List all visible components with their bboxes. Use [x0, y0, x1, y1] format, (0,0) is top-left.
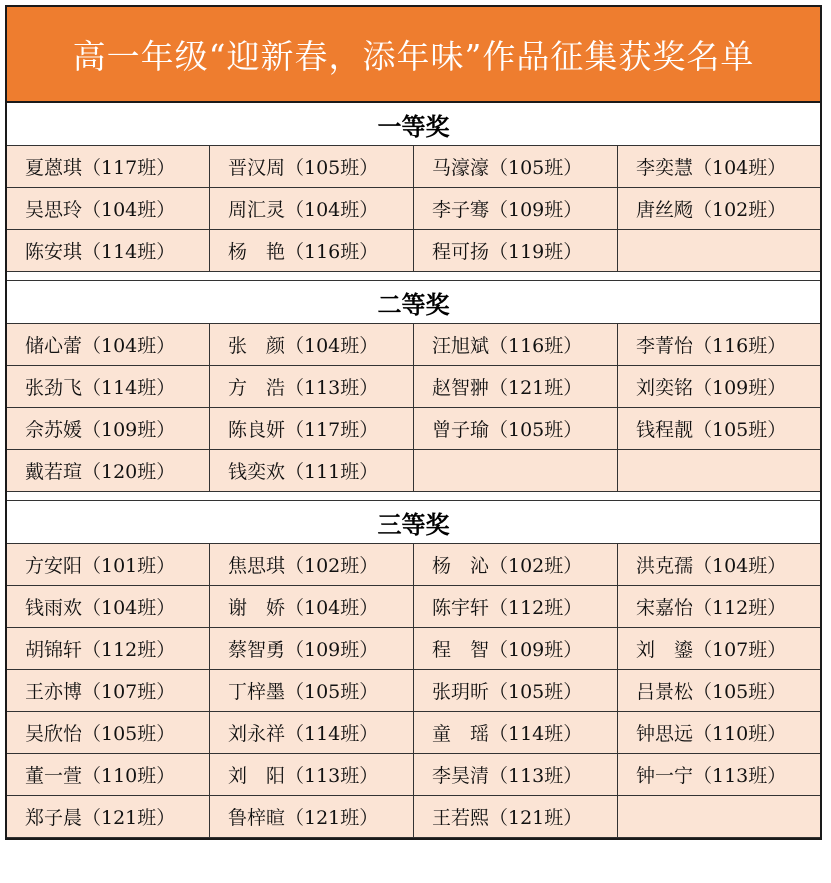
section-divider	[7, 492, 820, 501]
winner-cell: 刘奕铭（109班）	[618, 366, 820, 408]
winner-cell: 储心蕾（104班）	[7, 324, 210, 366]
winner-cell: 李奕慧（104班）	[618, 146, 820, 188]
winner-cell: 杨 沁（102班）	[414, 544, 618, 586]
winner-cell: 吴欣怡（105班）	[7, 712, 210, 754]
winner-cell: 郑子晨（121班）	[7, 796, 210, 838]
winner-cell: 吴思玲（104班）	[7, 188, 210, 230]
winner-cell: 谢 娇（104班）	[210, 586, 414, 628]
winner-cell: 周汇灵（104班）	[210, 188, 414, 230]
winner-cell: 唐丝飏（102班）	[618, 188, 820, 230]
winner-cell	[618, 796, 820, 838]
winner-cell: 董一萱（110班）	[7, 754, 210, 796]
winner-cell: 曾子瑜（105班）	[414, 408, 618, 450]
winner-cell: 蔡智勇（109班）	[210, 628, 414, 670]
winner-cell: 李菁怡（116班）	[618, 324, 820, 366]
winner-cell: 刘永祥（114班）	[210, 712, 414, 754]
winner-cell: 焦思琪（102班）	[210, 544, 414, 586]
section-heading-second-prize: 二等奖	[7, 281, 820, 324]
section-heading-first-prize: 一等奖	[7, 103, 820, 146]
winner-cell: 鲁梓暄（121班）	[210, 796, 414, 838]
winner-cell: 胡锦轩（112班）	[7, 628, 210, 670]
winner-cell: 张 颜（104班）	[210, 324, 414, 366]
winner-cell: 杨 艳（116班）	[210, 230, 414, 272]
winner-cell	[618, 230, 820, 272]
winner-cell: 钱奕欢（111班）	[210, 450, 414, 492]
winner-cell: 钱雨欢（104班）	[7, 586, 210, 628]
section-divider	[7, 272, 820, 281]
winner-cell: 汪旭斌（116班）	[414, 324, 618, 366]
winner-cell: 戴若瑄（120班）	[7, 450, 210, 492]
winner-cell: 王若熙（121班）	[414, 796, 618, 838]
winner-cell: 刘 鎏（107班）	[618, 628, 820, 670]
winner-cell: 陈良妍（117班）	[210, 408, 414, 450]
winner-cell: 丁梓墨（105班）	[210, 670, 414, 712]
winner-cell: 洪克孺（104班）	[618, 544, 820, 586]
winner-cell: 晋汉周（105班）	[210, 146, 414, 188]
winner-cell: 陈安琪（114班）	[7, 230, 210, 272]
award-list-table	[5, 5, 822, 840]
winner-cell: 钟一宁（113班）	[618, 754, 820, 796]
winner-cell: 李子骞（109班）	[414, 188, 618, 230]
second-prize-grid	[7, 324, 820, 492]
winner-cell: 陈宇轩（112班）	[414, 586, 618, 628]
page-title: 高一年级“迎新春，添年味”作品征集获奖名单	[7, 7, 820, 103]
winner-cell: 宋嘉怡（112班）	[618, 586, 820, 628]
winner-cell: 童 瑶（114班）	[414, 712, 618, 754]
winner-cell: 佘苏媛（109班）	[7, 408, 210, 450]
winner-cell: 钱程靓（105班）	[618, 408, 820, 450]
section-heading-third-prize: 三等奖	[7, 501, 820, 544]
winner-cell: 方 浩（113班）	[210, 366, 414, 408]
winner-cell: 赵智翀（121班）	[414, 366, 618, 408]
winner-cell: 程 智（109班）	[414, 628, 618, 670]
winner-cell: 张劲飞（114班）	[7, 366, 210, 408]
first-prize-grid	[7, 146, 820, 272]
winner-cell	[414, 450, 618, 492]
winner-cell: 方安阳（101班）	[7, 544, 210, 586]
winner-cell: 王亦博（107班）	[7, 670, 210, 712]
winner-cell: 刘 阳（113班）	[210, 754, 414, 796]
winner-cell: 马濠濠（105班）	[414, 146, 618, 188]
third-prize-grid	[7, 544, 820, 838]
winner-cell: 程可扬（119班）	[414, 230, 618, 272]
winner-cell: 吕景松（105班）	[618, 670, 820, 712]
winner-cell: 钟思远（110班）	[618, 712, 820, 754]
winner-cell: 夏蒽琪（117班）	[7, 146, 210, 188]
winner-cell: 张玥昕（105班）	[414, 670, 618, 712]
winner-cell	[618, 450, 820, 492]
winner-cell: 李昊清（113班）	[414, 754, 618, 796]
